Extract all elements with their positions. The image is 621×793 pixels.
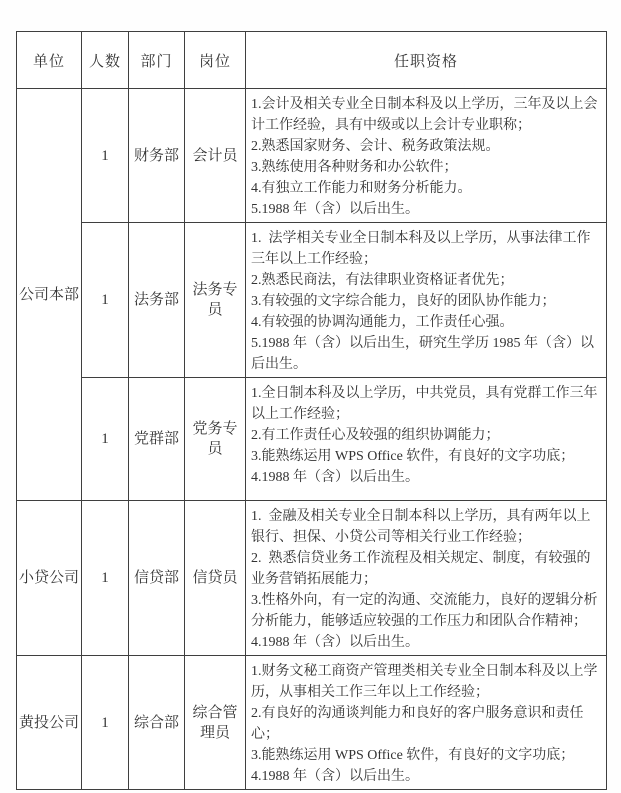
header-headcount: 人数 [82,32,129,89]
unit-cell: 小贷公司 [17,501,82,656]
qualification-item: 3.性格外向，有一定的沟通、交流能力，良好的逻辑分析分析能力，能够适应较强的工作压力和团队合作精神； [251,593,598,629]
qualification-item: 1. 法学相关专业全日制本科及以上学历，从事法律工作三年以上工作经验； [251,231,591,267]
qualifications-cell [246,378,607,501]
qualification-item: 4.有独立工作能力和财务分析能力。 [251,181,472,196]
recruitment-table [16,31,607,790]
table-row [17,501,607,656]
qualification-item: 2. 熟悉信贷业务工作流程及相关规定、制度，有较强的业务营销拓展能力； [251,551,591,587]
table-row [17,656,607,790]
qualification-item: 4.1988 年（含）以后出生。 [251,635,419,650]
qualifications-cell [246,501,607,656]
unit-cell: 公司本部 [17,89,82,501]
qualification-item: 4.1988 年（含）以后出生。 [251,470,419,485]
unit-cell: 黄投公司 [17,656,82,790]
department-cell: 党群部 [129,378,185,501]
header-row [17,32,607,89]
qualification-item: 1.会计及相关专业全日制本科及以上学历，三年及以上会计工作经验，具有中级或以上会计专业职称； [251,97,598,133]
headcount-cell: 1 [82,89,129,223]
qualifications-cell [246,89,607,223]
qualification-item: 5.1988 年（含）以后出生。 [251,202,419,217]
qualification-item: 1.财务文秘工商资产管理类相关专业全日制本科及以上学历，从事相关工作三年以上工作经验； [251,664,598,700]
qualification-item: 2.熟悉国家财务、会计、税务政策法规。 [251,139,500,154]
qualifications-cell [246,223,607,378]
header-unit: 单位 [17,32,82,89]
qualification-item: 3.熟练使用各种财务和办公软件； [251,160,458,175]
table-row [17,89,607,223]
header-department: 部门 [129,32,185,89]
qualification-item: 2.有良好的沟通谈判能力和良好的客户服务意识和责任心； [251,706,584,742]
table-row [17,223,607,378]
qualification-item: 4.有较强的协调沟通能力，工作责任心强。 [251,315,514,330]
department-cell: 综合部 [129,656,185,790]
qualification-item: 1.全日制本科及以上学历，中共党员，具有党群工作三年以上工作经验； [251,386,598,422]
position-cell: 法务专员 [185,223,246,378]
position-cell: 综合管理员 [185,656,246,790]
department-cell: 法务部 [129,223,185,378]
headcount-cell: 1 [82,501,129,656]
department-cell: 信贷部 [129,501,185,656]
qualification-item: 3.有较强的文字综合能力，良好的团队协作能力； [251,294,556,309]
position-cell: 信贷员 [185,501,246,656]
headcount-cell: 1 [82,223,129,378]
qualification-item: 2.熟悉民商法，有法律职业资格证者优先； [251,273,514,288]
position-cell: 党务专员 [185,378,246,501]
position-cell: 会计员 [185,89,246,223]
header-position: 岗位 [185,32,246,89]
qualifications-cell [246,656,607,790]
qualification-item: 1. 金融及相关专业全日制本科以上学历，具有两年以上银行、担保、小贷公司等相关行业工作经验； [251,509,591,545]
qualification-item: 2.有工作责任心及较强的组织协调能力； [251,428,500,443]
header-qualifications: 任职资格 [246,32,607,89]
qualification-item: 4.1988 年（含）以后出生。 [251,769,419,784]
headcount-cell: 1 [82,656,129,790]
headcount-cell: 1 [82,378,129,501]
qualification-item: 3.能熟练运用 WPS Office 软件，有良好的文字功底； [251,449,575,464]
qualification-item: 3.能熟练运用 WPS Office 软件，有良好的文字功底； [251,748,575,763]
department-cell: 财务部 [129,89,185,223]
qualification-item: 5.1988 年（含）以后出生，研究生学历 1985 年（含）以后出生。 [251,336,594,372]
table-row [17,378,607,501]
